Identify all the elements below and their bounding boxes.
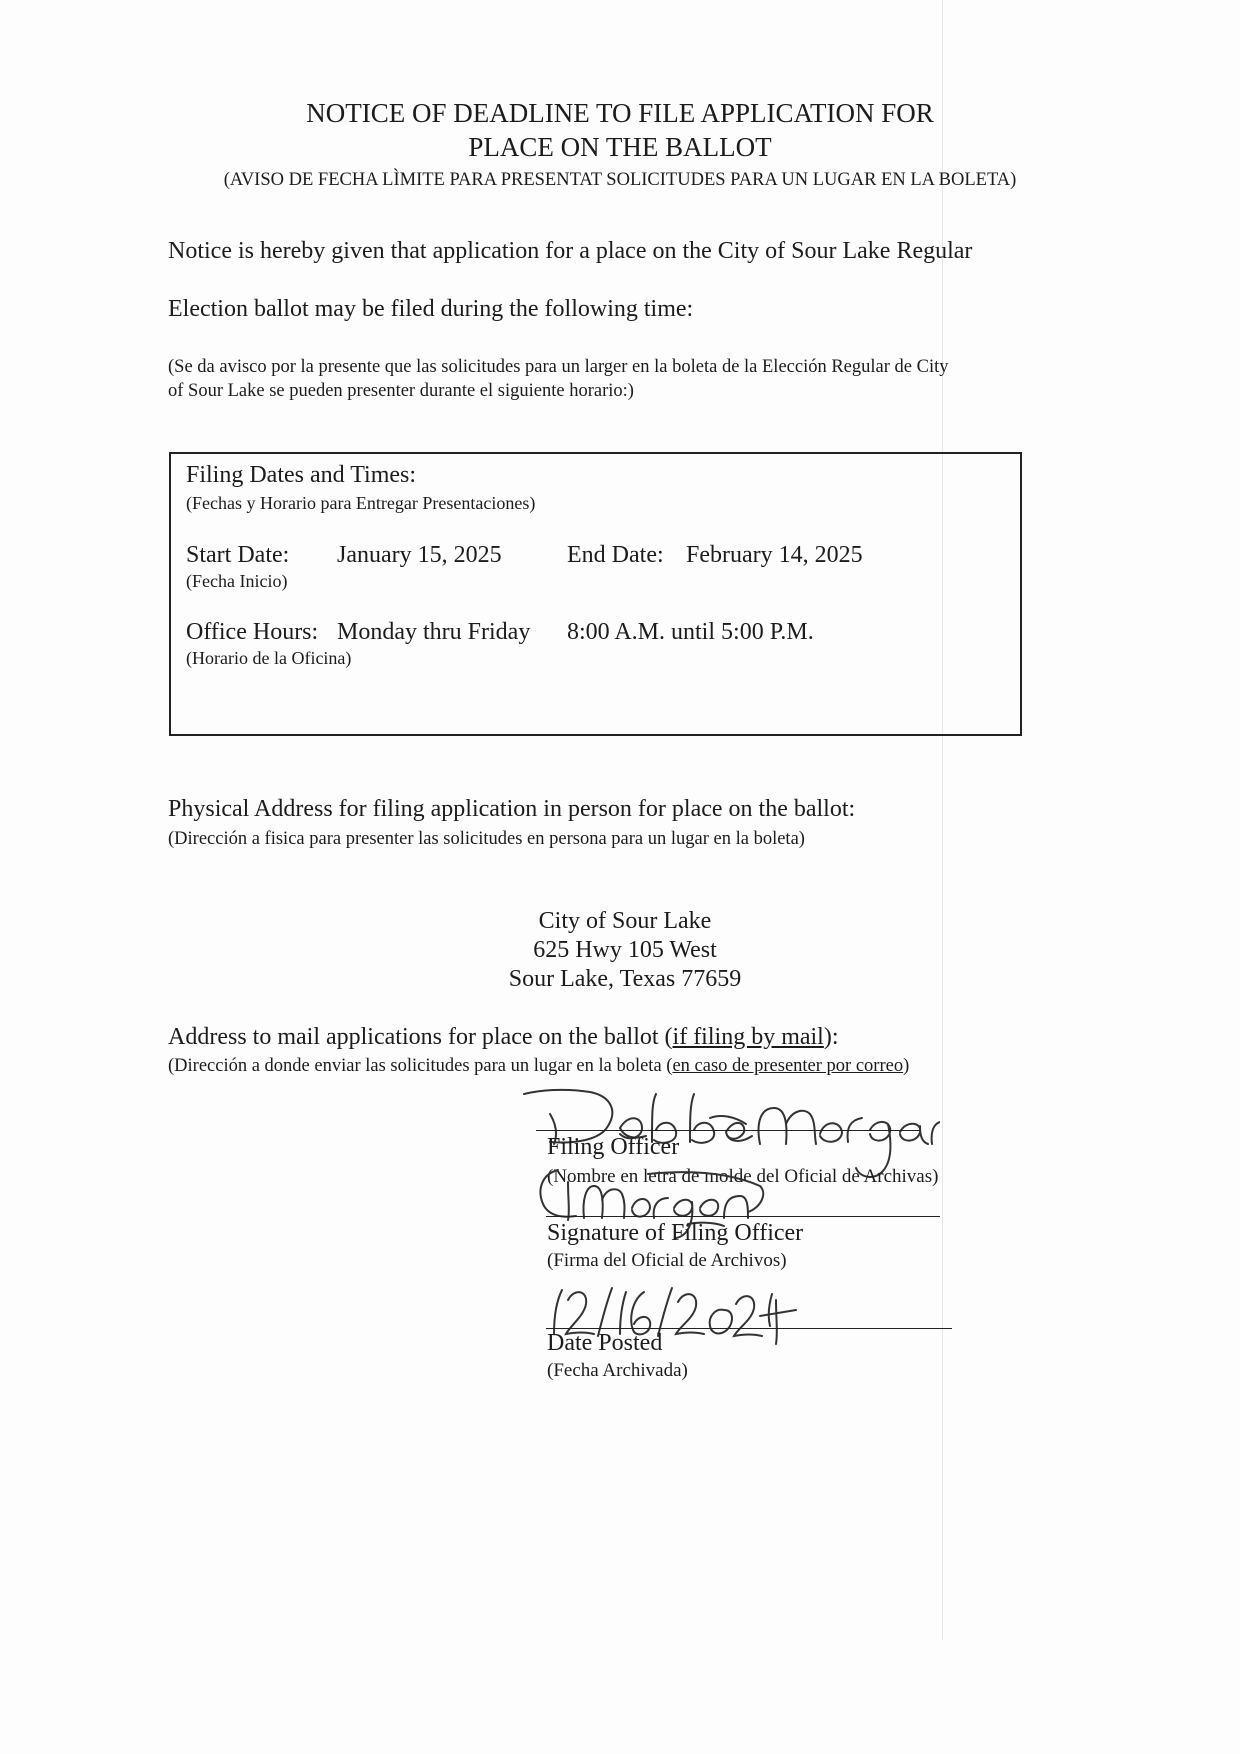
mail-address-heading-spanish: [168, 1055, 909, 1078]
start-date-value: January 15, 2025: [337, 542, 502, 568]
office-hours-times: 8:00 A.M. until 5:00 P.M.: [567, 619, 814, 645]
mail-heading-end: ):: [823, 1024, 839, 1050]
start-date-label: Start Date:: [186, 542, 290, 568]
office-hours-days: Monday thru Friday: [337, 619, 531, 645]
signature-label: Signature of Filing Officer: [547, 1220, 804, 1246]
address-line-1: City of Sour Lake: [538, 908, 712, 934]
filing-heading: Filing Dates and Times:: [186, 462, 417, 488]
physical-address-heading-spanish: (Dirección a fisica para presenter las solicitudes en persona para un lugar en la boleta): [168, 829, 805, 849]
title-block: [150, 96, 1090, 192]
end-date-label: End Date:: [567, 542, 664, 568]
office-hours-label: Office Hours:: [186, 619, 319, 645]
title-line-1: NOTICE OF DEADLINE TO FILE APPLICATION FOR: [306, 98, 934, 128]
mail-address-heading: [168, 1024, 839, 1051]
mail-heading-es-underlined: en caso de presenter por correo: [672, 1056, 904, 1076]
mail-heading-es-end: ): [903, 1056, 910, 1076]
start-date-label-spanish: (Fecha Inicio): [186, 571, 288, 591]
notice-spanish-line-2: of Sour Lake se pueden presenter durante el siguiente horario:): [168, 381, 634, 401]
signature-label-spanish: (Firma del Oficial de Archivos): [547, 1250, 787, 1271]
mail-heading-underlined: if filing by mail: [672, 1024, 824, 1050]
filing-officer-name-line: [536, 1130, 920, 1131]
filing-officer-label-spanish: (Nombre en letra de molde del Oficial de Archivas): [547, 1166, 939, 1187]
filing-officer-label: Filing Officer: [547, 1134, 680, 1160]
address-line-2: 625 Hwy 105 West: [533, 937, 717, 963]
mail-heading-es-start: (Dirección a donde enviar las solicitudes para un lugar en la boleta (: [168, 1056, 673, 1076]
end-date-value: February 14, 2025: [686, 542, 863, 568]
date-posted-line: [546, 1328, 952, 1329]
filing-dates-box: [169, 452, 1022, 736]
notice-line-2: Election ballot may be filed during the following time:: [168, 296, 694, 322]
office-hours-label-spanish: (Horario de la Oficina): [186, 648, 352, 668]
physical-address-heading: Physical Address for filing application in person for place on the ballot:: [168, 796, 856, 822]
notice-spanish-line-1: (Se da avisco por la presente que las solicitudes para un larger en la boleta de la Elección Regular de City: [168, 357, 949, 377]
address-line-3: Sour Lake, Texas 77659: [508, 966, 742, 992]
filing-heading-spanish: (Fechas y Horario para Entregar Presentaciones): [186, 493, 536, 513]
date-posted-label: Date Posted: [547, 1330, 663, 1356]
date-posted-label-spanish: (Fecha Archivada): [547, 1360, 688, 1381]
notice-line-1: Notice is hereby given that application for a place on the City of Sour Lake Regular: [168, 238, 973, 264]
mail-heading-start: Address to mail applications for place on the ballot (: [168, 1024, 673, 1050]
physical-address: [420, 907, 830, 994]
title-spanish: (AVISO DE FECHA LÌMITE PARA PRESENTAT SOLICITUDES PARA UN LUGAR EN LA BOLETA): [223, 170, 1017, 190]
title-line-2: PLACE ON THE BALLOT: [468, 132, 772, 162]
signature-line: [546, 1216, 940, 1217]
